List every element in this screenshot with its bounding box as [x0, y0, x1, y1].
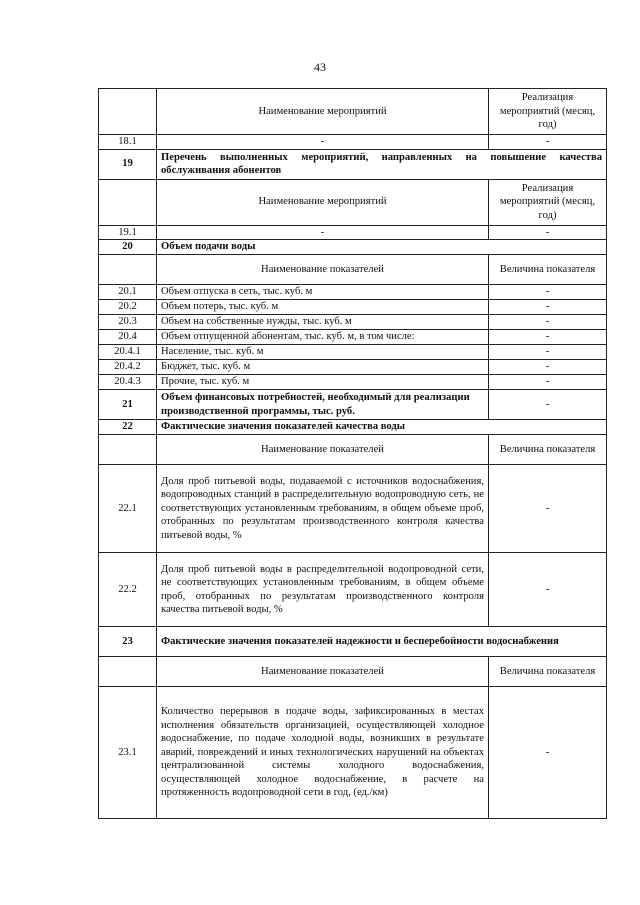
section-row [99, 149, 607, 179]
table-row [99, 345, 607, 360]
row-number: 19.1 [99, 225, 157, 240]
table-header-row [99, 89, 607, 135]
row-value: - [489, 285, 607, 300]
row-name: Население, тыс. куб. м [157, 345, 489, 360]
section-number: 21 [99, 390, 157, 420]
subheader-implementation: Реализация мероприятий (месяц, год) [489, 179, 607, 225]
subheader-num-cell [99, 255, 157, 285]
row-value: - [489, 330, 607, 345]
table-row [99, 225, 607, 240]
row-value: - [489, 300, 607, 315]
subheader-indicator-name: Наименование показателей [157, 657, 489, 687]
row-name: - [157, 225, 489, 240]
header-activity-name: Наименование мероприятий [157, 89, 489, 135]
subheader-num-cell [99, 435, 157, 465]
row-value: - [489, 375, 607, 390]
row-number: 22.2 [99, 553, 157, 627]
section-row [99, 420, 607, 435]
section-title: Объем финансовых потребностей, необходимый для реализации производственной программы, тыс. руб. [157, 390, 489, 420]
section-row [99, 240, 607, 255]
row-number: 20.3 [99, 315, 157, 330]
row-name: Количество перерывов в подаче воды, зафиксированных в местах исполнения обязательств организацией, осуществляющей холодное водоснабжение, по подаче холодной воды, возникших в результате аварий, повреждений и иных технологических нарушений на объектах централизованной системы холодного водоснабжения, осуществляющей холодное водоснабжение, в расчете на протяженность водопроводной сети в год, (ед./км) [157, 687, 489, 819]
row-value: - [489, 360, 607, 375]
subheader-row [99, 657, 607, 687]
row-name: Объем потерь, тыс. куб. м [157, 300, 489, 315]
row-number: 18.1 [99, 135, 157, 150]
row-name: Доля проб питьевой воды, подаваемой с источников водоснабжения, водопроводных станций в распределительную водопроводную сеть, не соответствующих установленным требованиям, в общем объеме проб, отобранных по результатам производственного контроля качества питьевой воды, % [157, 465, 489, 553]
header-num-cell [99, 89, 157, 135]
table-row [99, 687, 607, 819]
table-row [99, 300, 607, 315]
subheader-num-cell [99, 179, 157, 225]
row-value: - [489, 315, 607, 330]
section-title: Фактические значения показателей надежности и бесперебойности водоснабжения [157, 627, 607, 657]
section-row [99, 627, 607, 657]
row-value: - [489, 135, 607, 150]
row-name: Бюджет, тыс. куб. м [157, 360, 489, 375]
table-row [99, 553, 607, 627]
table-row [99, 360, 607, 375]
row-name: Объем отпущенной абонентам, тыс. куб. м, в том числе: [157, 330, 489, 345]
section-number: 22 [99, 420, 157, 435]
row-name: - [157, 135, 489, 150]
section-number: 23 [99, 627, 157, 657]
subheader-value-label: Величина показателя [489, 657, 607, 687]
section-title: Объем подачи воды [157, 240, 607, 255]
table-row [99, 465, 607, 553]
row-name: Прочие, тыс. куб. м [157, 375, 489, 390]
section-number: 19 [99, 149, 157, 179]
row-value: - [489, 553, 607, 627]
subheader-indicator-name: Наименование показателей [157, 255, 489, 285]
subheader-indicator-name: Наименование показателей [157, 435, 489, 465]
subheader-value-label: Величина показателя [489, 435, 607, 465]
row-number: 20.2 [99, 300, 157, 315]
row-value: - [489, 225, 607, 240]
row-number: 20.4 [99, 330, 157, 345]
row-value: - [489, 465, 607, 553]
row-number: 20.1 [99, 285, 157, 300]
row-number: 20.4.1 [99, 345, 157, 360]
table-row [99, 375, 607, 390]
section-title: Перечень выполненных мероприятий, направленных на повышение качества обслуживания абонентов [157, 149, 607, 179]
table-row [99, 285, 607, 300]
row-value: - [489, 345, 607, 360]
subheader-activity-name: Наименование мероприятий [157, 179, 489, 225]
row-name: Объем отпуска в сеть, тыс. куб. м [157, 285, 489, 300]
section-number: 20 [99, 240, 157, 255]
row-name: Объем на собственные нужды, тыс. куб. м [157, 315, 489, 330]
subheader-row [99, 435, 607, 465]
row-value: - [489, 390, 607, 420]
row-name: Доля проб питьевой воды в распределительной водопроводной сети, не соответствующих установленным требованиям, в общем объеме проб, отобранных по результатам производственного контроля качества питьевой воды, % [157, 553, 489, 627]
row-value: - [489, 687, 607, 819]
subheader-value-label: Величина показателя [489, 255, 607, 285]
section-row [99, 390, 607, 420]
section-title: Фактические значения показателей качества воды [157, 420, 607, 435]
subheader-row [99, 179, 607, 225]
row-number: 23.1 [99, 687, 157, 819]
table-row [99, 135, 607, 150]
row-number: 22.1 [99, 465, 157, 553]
row-number: 20.4.2 [99, 360, 157, 375]
table-row [99, 315, 607, 330]
row-number: 20.4.3 [99, 375, 157, 390]
table-row [99, 330, 607, 345]
page-number: 43 [314, 60, 326, 74]
subheader-row [99, 255, 607, 285]
production-program-table [98, 88, 607, 819]
subheader-num-cell [99, 657, 157, 687]
header-implementation: Реализация мероприятий (месяц, год) [489, 89, 607, 135]
